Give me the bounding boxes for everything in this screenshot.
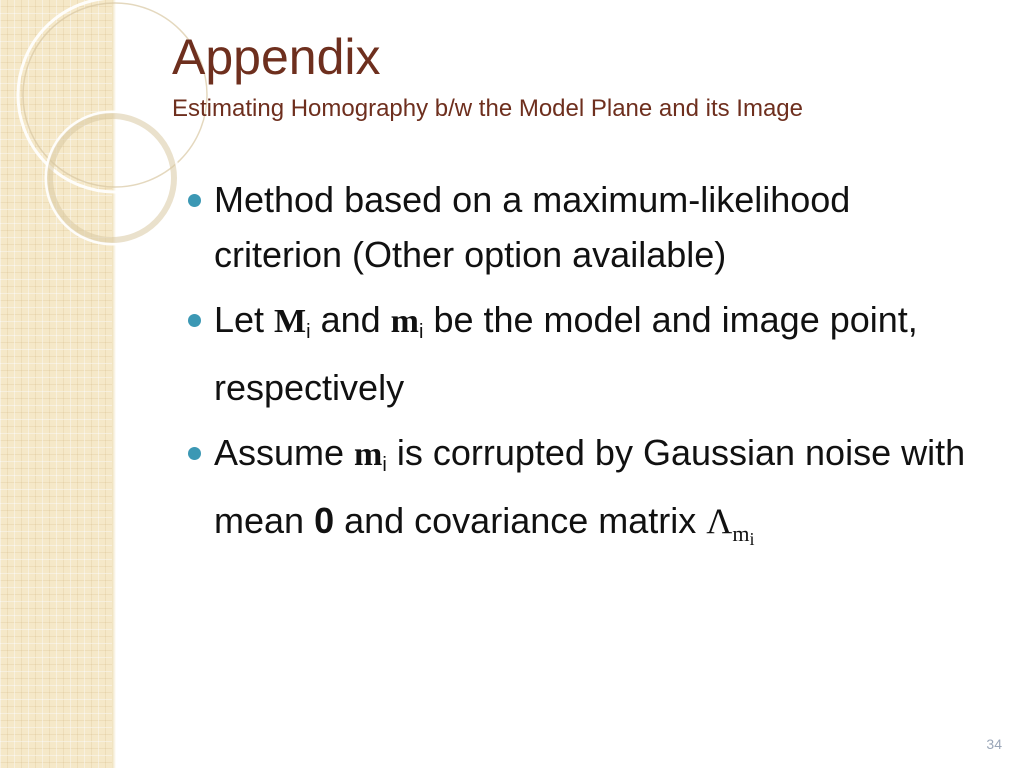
math-subscript: i xyxy=(749,529,755,549)
bullet-dot-icon xyxy=(188,447,201,460)
math-lambda-symbol: Λ xyxy=(706,501,733,541)
bullet-text-part: be the model and image point, respectively xyxy=(214,299,918,408)
bullet-list xyxy=(186,172,986,567)
math-subscript: i xyxy=(419,321,424,343)
decorative-sidebar xyxy=(0,0,114,768)
bullet-text-part: Assume xyxy=(214,432,355,473)
math-image-point: m xyxy=(390,303,419,340)
sidebar-edge xyxy=(112,0,116,768)
slide-content xyxy=(186,172,986,577)
slide-title: Appendix xyxy=(172,29,381,85)
bullet-item xyxy=(186,172,986,282)
bullet-dot-icon xyxy=(188,194,201,207)
math-subscript: m xyxy=(732,521,750,546)
bullet-text-part: and covariance matrix xyxy=(334,500,707,541)
bullet-item xyxy=(186,292,986,415)
slide-subtitle: Estimating Homography b/w the Model Plane and its Image xyxy=(172,95,803,122)
math-image-point: m xyxy=(354,436,383,473)
bullet-dot-icon xyxy=(188,314,201,327)
bullet-text-part: is corrupted by Gaussian noise with mean xyxy=(214,432,966,541)
bullet-item xyxy=(186,425,986,567)
bullet-text-part: and xyxy=(310,299,391,340)
title-block xyxy=(172,28,952,126)
math-zero: 0 xyxy=(314,500,335,541)
math-model-point: M xyxy=(274,303,307,340)
math-subscript: i xyxy=(382,454,387,476)
bullet-text-part: Let xyxy=(214,299,275,340)
bullet-text: Method based on a maximum-likelihood criterion (Other option available) xyxy=(214,179,851,275)
math-subscript: i xyxy=(306,321,311,343)
page-number: 34 xyxy=(986,736,1002,752)
